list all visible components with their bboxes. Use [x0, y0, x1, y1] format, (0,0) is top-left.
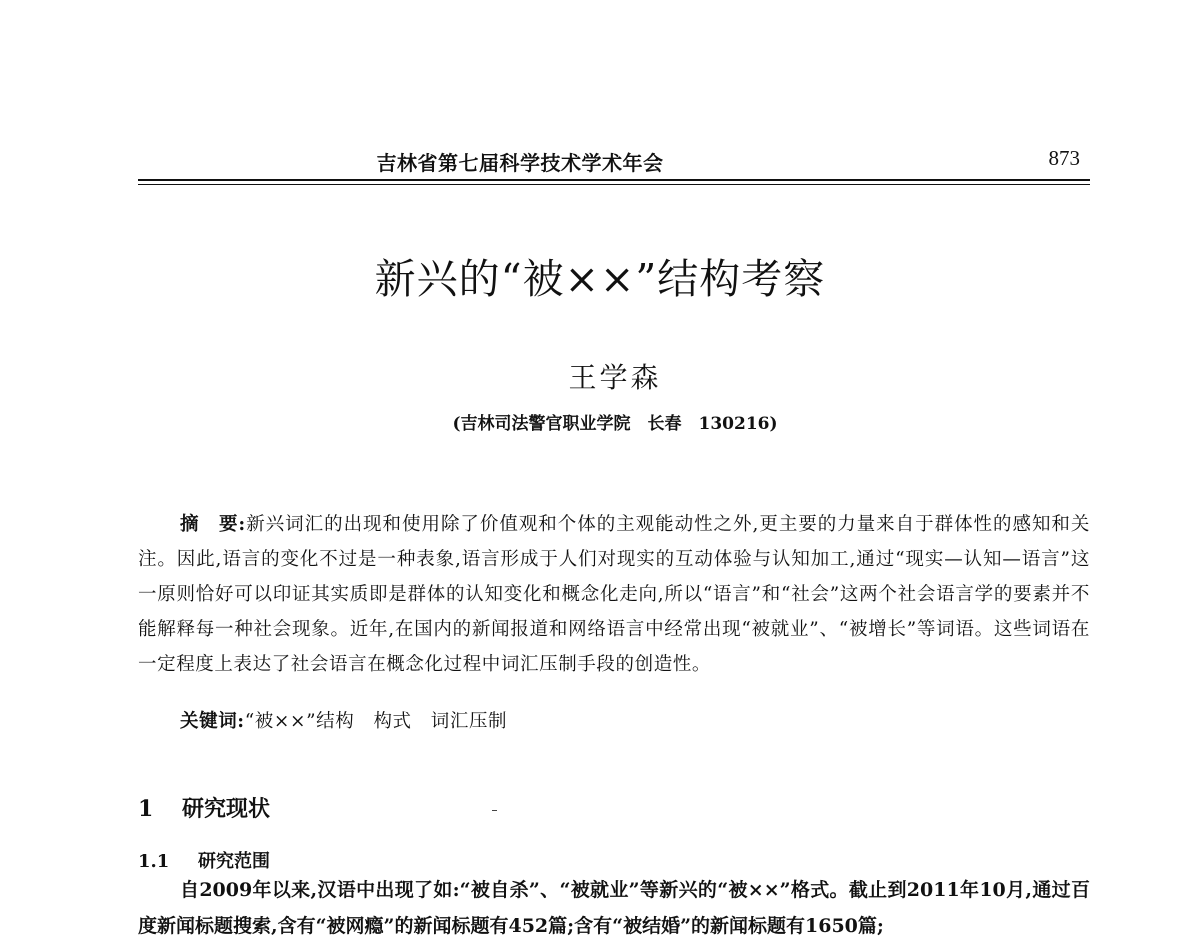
- section-number: 1: [138, 796, 154, 822]
- header-rule-thin: [138, 184, 1090, 185]
- subsection-heading: [138, 847, 270, 873]
- body-paragraph: 自2009年以来,汉语中出现了如:“被自杀”、“被就业”等新兴的“被××”格式。截止到2011年10月,通过百度新闻标题搜索,含有“被网瘾”的新闻标题有452篇;含有“被结婚”的新闻标题有1650篇;: [138, 879, 1090, 937]
- author-affiliation: (吉林司法警官职业学院 长春 130216): [452, 414, 778, 434]
- header-rule-thick: [138, 179, 1090, 181]
- abstract-label: 摘 要:: [180, 514, 246, 535]
- section-heading: [138, 792, 270, 823]
- running-head: [140, 144, 1090, 174]
- scan-artifact-mark: [492, 810, 497, 811]
- journal-title: 吉林省第七届科学技术学术年会: [376, 151, 664, 175]
- abstract-text: 新兴词汇的出现和使用除了价值观和个体的主观能动性之外,更主要的力量来自于群体性的感知和关注。因此,语言的变化不过是一种表象,语言形成于人们对现实的互动体验与认知加工,通过“现实—认知—语言”这一原则恰好可以印证其实质即是群体的认知变化和概念化走向,所以“语言”和“社会”这两个社会语言学的要素并不能解释每一种社会现象。近年,在国内的新闻报道和网络语言中经常出现“被就业”、“被增长”等词语。这些词语在一定程度上表达了社会语言在概念化过程中词汇压制手段的创造性。: [138, 514, 1090, 675]
- abstract: [138, 507, 1090, 682]
- subsection-title: 研究范围: [198, 851, 270, 872]
- article-title: 新兴的“被××”结构考察: [374, 255, 826, 303]
- keywords-text: “被××”结构 构式 词汇压制: [244, 711, 508, 732]
- keywords: [180, 707, 507, 733]
- section-title: 研究现状: [182, 796, 271, 822]
- author-name: 王学森: [568, 361, 662, 394]
- keywords-label: 关键词:: [180, 711, 245, 732]
- subsection-number: 1.1: [138, 851, 170, 872]
- page-number: 873: [1048, 146, 1080, 170]
